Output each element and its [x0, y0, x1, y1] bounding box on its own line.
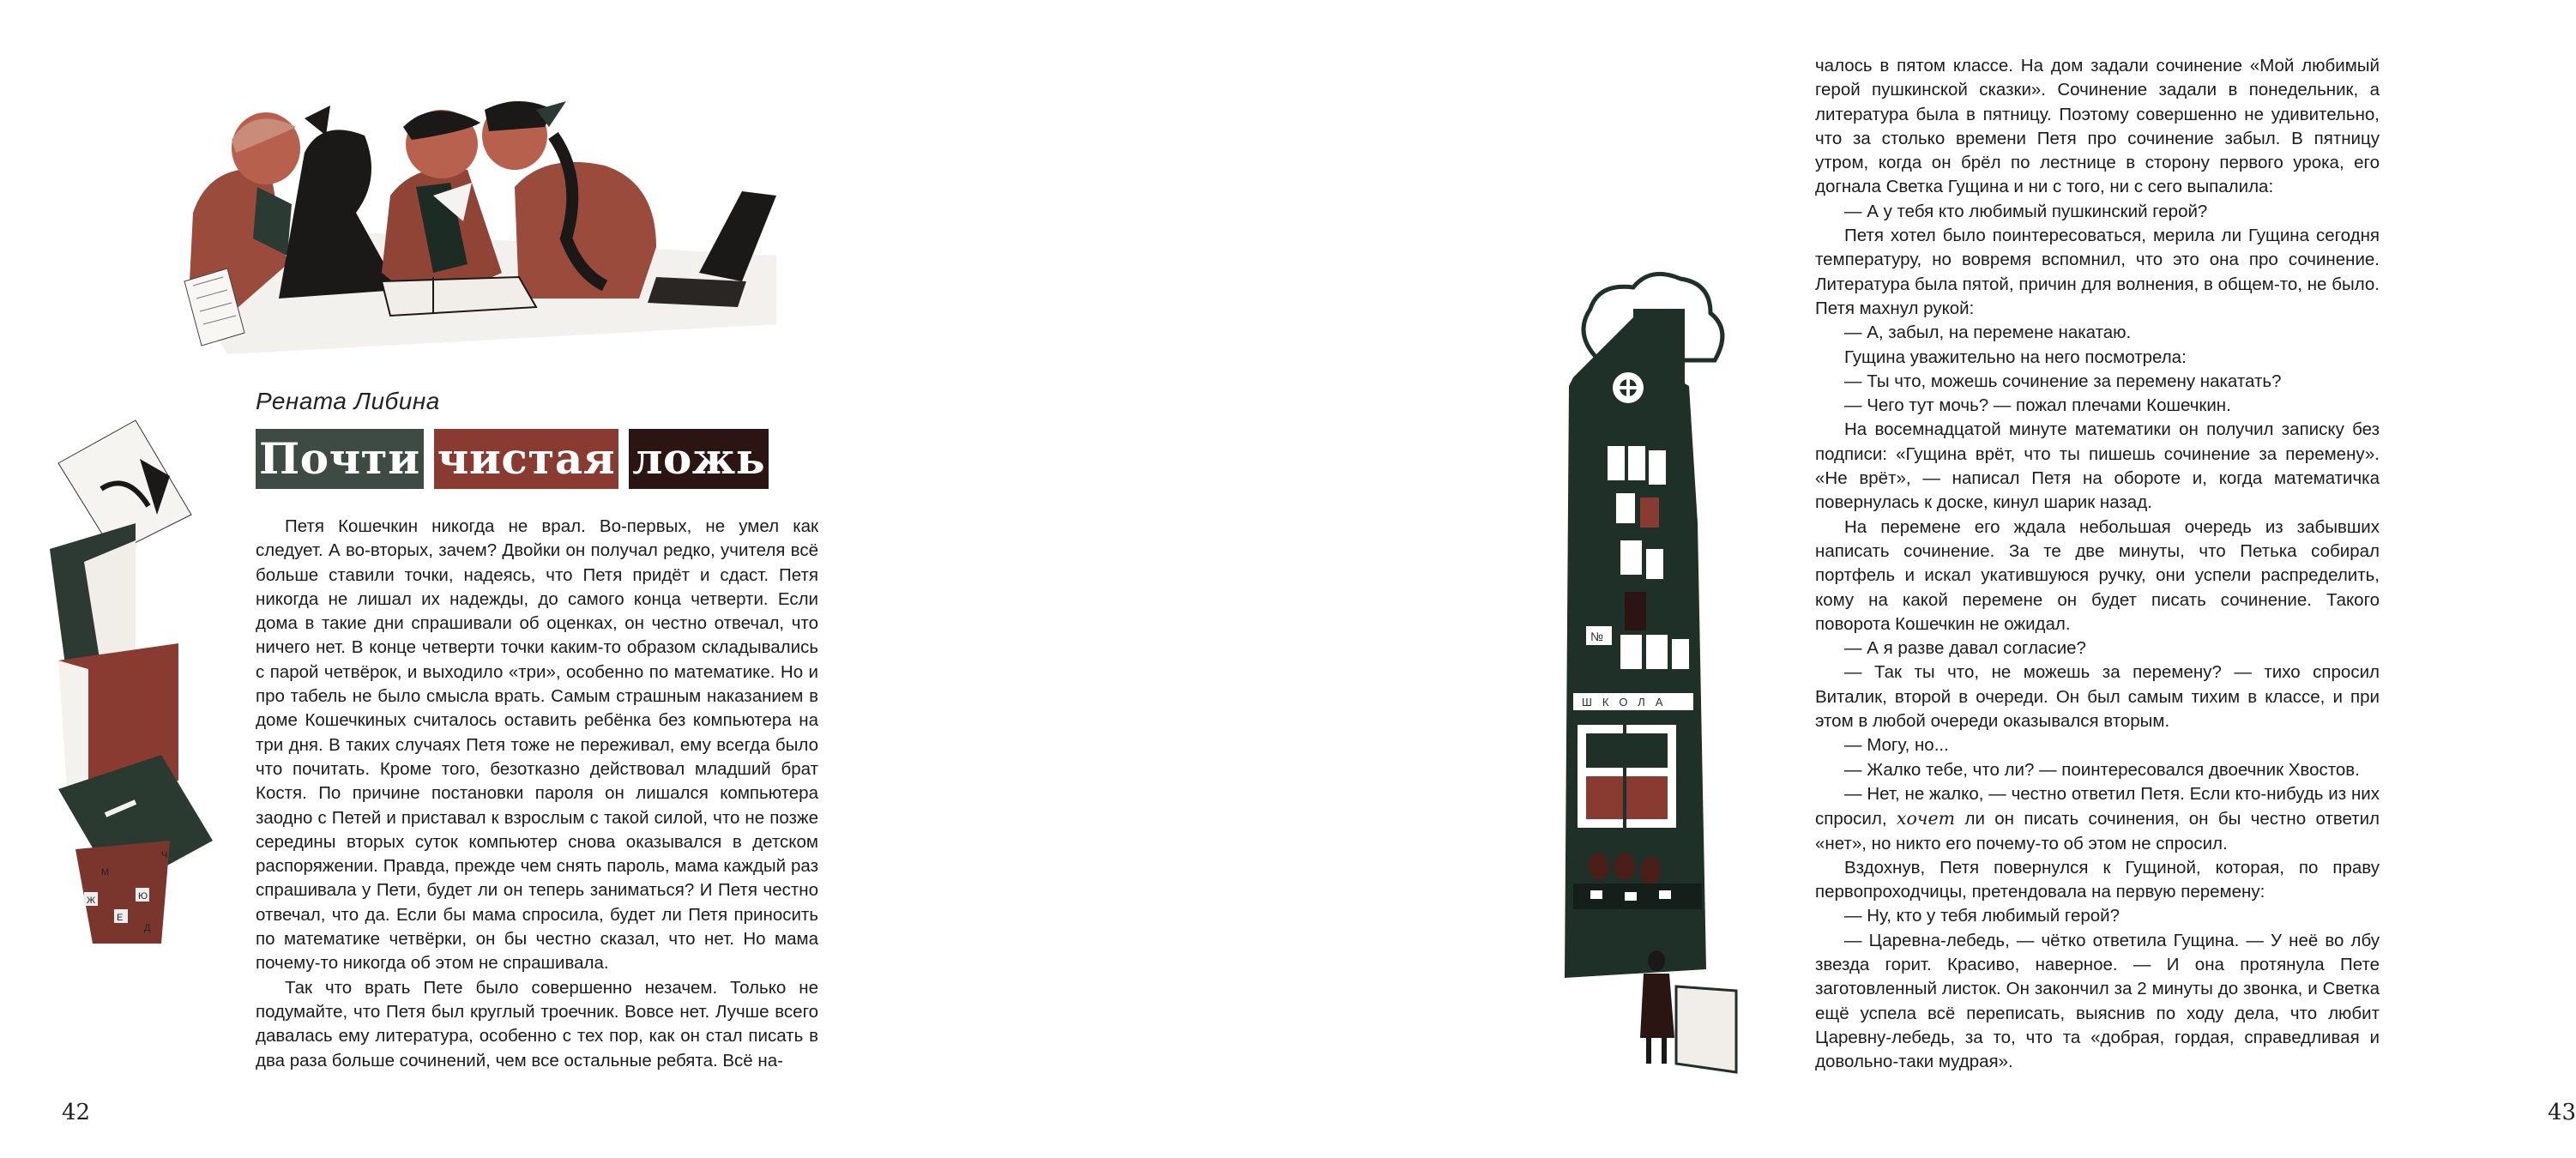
title-word: Почти: [256, 429, 424, 489]
dialogue-line: [1815, 782, 2380, 856]
title-word: ложь: [629, 429, 769, 489]
book-letter: Ч: [161, 850, 168, 860]
page-number: 42: [62, 1100, 91, 1125]
book-letter: Ю: [138, 891, 148, 902]
dialogue-line: — Могу, но...: [1844, 735, 1949, 756]
story-title: [256, 429, 769, 489]
right-page: [878, 0, 2576, 1158]
book-letter: Д: [144, 923, 151, 933]
author-name: Рената Либина: [256, 388, 440, 414]
left-text-column: [256, 515, 818, 1073]
page-number: 43: [2548, 1100, 2576, 1125]
dialogue-line: — Жалко тебе, что ли? — поинтересовался двоечник Хвостов.: [1844, 759, 2360, 780]
dialogue-line: — Чего тут мочь? — пожал плечами Кошечкин.: [1844, 395, 2231, 416]
dialogue-line: — Ты что, можешь сочинение за перемену накатать?: [1844, 371, 2282, 391]
building-plate: №: [1590, 630, 1604, 643]
paragraph: Так что врать Пете было совершенно незачем. Только не подумайте, что Петя был круглый троечник. Вовсе нет. Лучше всего давалась ему литература, особенно с тех пор, как он стал писать в два раза больше сочинений, чем все остальные ребята. Всё на-: [256, 977, 818, 1071]
book-letter: Е: [117, 913, 124, 923]
dialogue-line: — А я разве давал согласие?: [1844, 638, 2086, 659]
paragraph: Петя хотел было поинтересоваться, мерила ли Гущина сегодня температуру, но вовремя вспомнил, что это она про сочинение. Литература была пятой, причин для волнения, в общем-то, не было. Петя махнул рукой:: [1815, 226, 2380, 318]
text-run: ли он писать сочинения, он бы честно ответил «нет», но никто его почему-то об этом не спросил.: [1815, 809, 2380, 853]
book-letter: М: [101, 867, 110, 878]
dialogue-line: — Ну, кто у тебя любимый герой?: [1844, 906, 2120, 926]
left-page: [0, 0, 878, 1158]
dialogue-line: — Так ты что, не можешь за перемену? — тихо спросил Виталик, второй в очереди. Он был самым тихим в классе, и при этом в любой очереди оказывался вторым.: [1815, 662, 2380, 732]
children-at-desk-illustration: [176, 101, 785, 359]
dialogue-line: — А, забыл, на перемене накатаю.: [1844, 323, 2132, 343]
paragraph: Вздохнув, Петя повернулся к Гущиной, которая, по праву первопроходчицы, претендовала на первую перемену:: [1815, 857, 2380, 902]
book-letter: Ж: [87, 896, 96, 906]
paragraph: Гущина уважительно на него посмотрела:: [1844, 347, 2187, 367]
text-run: — Нет, не жалко, — честно ответил Петя. Если кто-нибудь из них спросил,: [1815, 783, 2380, 829]
school-sign: ШКОЛА: [1582, 696, 1674, 709]
school-building-illustration: [1539, 266, 1745, 1064]
right-text-column: [1815, 54, 2380, 1074]
emphasis-word: хочет: [1896, 808, 1956, 829]
dialogue-line: — А у тебя кто любимый пушкинский герой?: [1844, 201, 2208, 221]
paragraph: На восемнадцатой минуте математики он получил записку без подписи: «Гущина врёт, что ты пишешь сочинение за перемену». «Не врёт», — написал Петя на обороте и, когда математичка повернулась к доске, кинул шарик назад.: [1815, 419, 2380, 513]
dialogue-line: — Царевна-лебедь, — чётко ответила Гущина. — У неё во лбу звезда горит. Красиво, наверное. — И она протянула Пете заготовленный листок. Он закончил за 2 минуты до звонка, и Светка ещё успела всё переписать, выяснив по ходу дела, что любит Царевну-лебедь, за то, что та «добрая, гордая, справедливая и довольно-таки мудрая».: [1815, 930, 2380, 1072]
paragraph: Петя Кошечкин никогда не врал. Во-первых, не умел как следует. А во-вторых, зачем? Двойки он получал редко, учителя всё больше ставили точки, надеясь, что Петя придёт и сдаст. Петя никогда не лишал их надежды, до самого конца четверти. Если дома в такие дни спрашивали об оценках, он честно отвечал, что ничего нет. В конце четверти точки каким-то образом складывались с парой четвёрок, и выходило «три», особенно по математике. Но и про табель не было смысла врать. Самым страшным наказанием в доме Кошечкиных считалось оставить ребёнка без компьютера на три дня. В таких случаях Петя тоже не переживал, ему всегда было что почитать. Кроме того, безотказно действовал младший брат Костя. По причине постановки пароля он лишался компьютера заодно с Петей и приставал к взрослым с такой силой, что не позже середины вторых суток компьютер снова оказывался в детском распоряжении. Правда, прежде чем снять пароль, мама каждый раз спрашивала у Пети, будет ли он теперь заниматься? И Петя честно отвечал, что да. Если бы мама спросила, будет ли Петя приносить по математике четвёрки, он бы честно сказал, что нет. Но мама почему-то никогда об этом не спрашивала.: [256, 516, 818, 974]
paragraph: На перемене его ждала небольшая очередь из забывших написать сочинение. За те две минуты, что Петька собирал портфель и искал укатившуюся ручку, они успели распределить, кому на какой перемене он будет писать сочинение. Такого поворота Кошечкин не ожидал.: [1815, 516, 2380, 634]
paragraph: чалось в пятом классе. На дом задали сочинение «Мой любимый герой пушкинской сказки». Сочинение задали в понедельник, а литература была в пятницу. Поэтому совершенно не удивительно, что за столько времени Петя про сочинение забыл. В пятницу утром, когда он брёл по лестнице в сторону первого урока, его догнала Светка Гущина и ни с того, ни с сего выпалила:: [1815, 56, 2380, 197]
title-word: чистая: [434, 429, 618, 489]
tumbling-books-illustration: [41, 412, 230, 944]
